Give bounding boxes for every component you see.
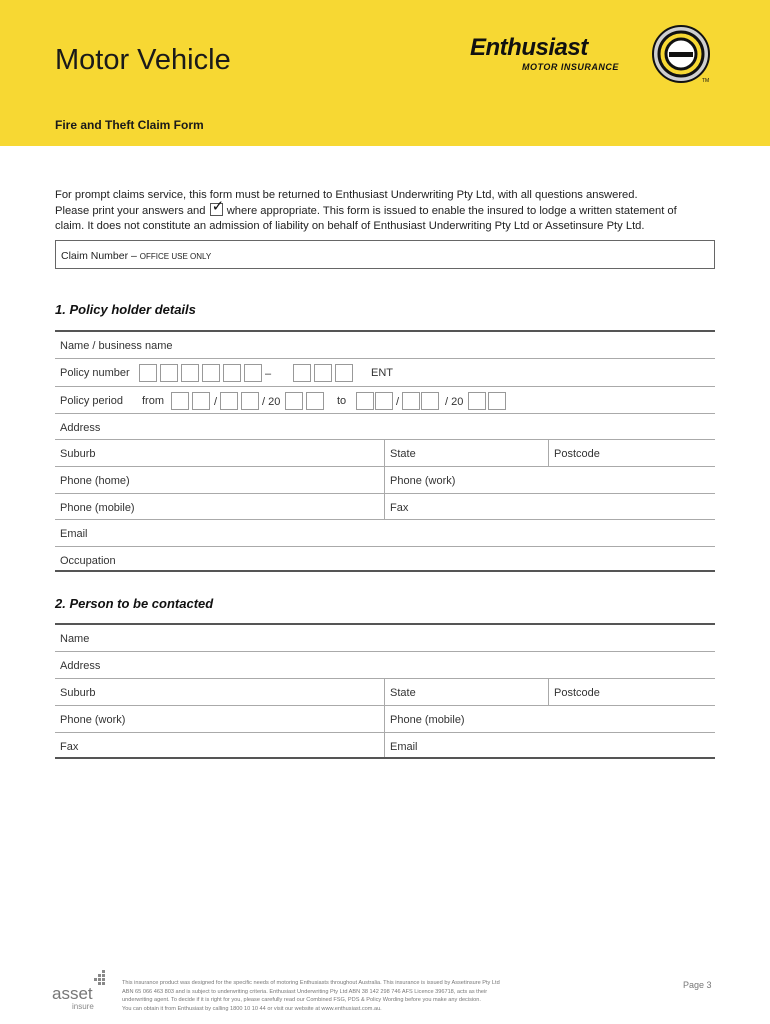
contact-name-row[interactable]: [55, 623, 715, 651]
intro-line-b2: where appropriate. This form is issued to enable the insured to lodge a written statement of: [226, 205, 677, 217]
from-day-box[interactable]: [171, 392, 189, 410]
contact-state-label[interactable]: State: [390, 687, 416, 699]
logo-dots-icon: [92, 970, 112, 986]
policy-number-box[interactable]: [314, 364, 332, 382]
from-day-box[interactable]: [192, 392, 210, 410]
claim-number-field[interactable]: [55, 240, 715, 269]
to-year-box[interactable]: [488, 392, 506, 410]
contact-fax-label[interactable]: Fax: [60, 741, 79, 753]
policy-number-box[interactable]: [160, 364, 178, 382]
policy-number-label: Policy number: [60, 367, 130, 379]
phone-home-label[interactable]: Phone (home): [60, 475, 130, 487]
occupation-label: Occupation: [60, 555, 116, 567]
footer-logo-name: asset: [52, 984, 93, 1003]
section-2-title: 2. Person to be contacted: [55, 596, 214, 611]
name-business-row[interactable]: [55, 330, 715, 358]
contact-address-label: Address: [60, 660, 101, 672]
contact-name-label: Name: [60, 633, 90, 645]
contact-address-row[interactable]: [55, 651, 715, 678]
date-slash-20: / 20: [445, 396, 464, 408]
contact-suburb-label[interactable]: Suburb: [60, 687, 96, 699]
logo-emblem-icon: [651, 24, 711, 84]
column-divider: [384, 440, 385, 466]
legal-line: ABN 65 066 463 803 and is subject to underwriting criteria. Enthusiast Underwriting Pty Ltd ABN 38 142 298 746 AFS Licence 396718, acts as their: [122, 988, 488, 995]
intro-line-a: For prompt claims service, this form must be returned to Enthusiast Underwriting Pty Ltd, with all questions answered.: [55, 189, 638, 201]
tick-box-icon: [210, 198, 225, 216]
policy-period-from: from: [142, 395, 164, 407]
contact-suburb-row: [55, 678, 715, 705]
page-number: Page 3: [683, 980, 712, 990]
date-slash-20: / 20: [262, 396, 281, 408]
column-divider: [548, 440, 549, 466]
policy-number-box[interactable]: [139, 364, 157, 382]
column-divider: [384, 494, 385, 519]
suburb-row: [55, 439, 715, 466]
form-subtitle: Fire and Theft Claim Form: [55, 118, 204, 132]
phone-mobile-row: [55, 493, 715, 519]
policy-period-label: Policy period: [60, 395, 123, 407]
legal-line: This insurance product was designed for the specific needs of motoring Enthusiasts throughout Australia. This insurance is issued by Assetinsure Pty Ltd: [122, 980, 500, 986]
enthusiast-logo: [470, 24, 720, 90]
policy-number-box[interactable]: [293, 364, 311, 382]
policy-number-box[interactable]: [223, 364, 241, 382]
from-year-box[interactable]: [285, 392, 303, 410]
column-divider: [548, 679, 549, 705]
section-1-title: 1. Policy holder details: [55, 302, 196, 317]
legal-line: You can obtain it from Enthusiast by calling 1800 10 10 44 or visit our website at www.enthusiast.com.au.: [122, 1005, 382, 1012]
intro-line-c: claim. It does not constitute an admission of liability on behalf of Enthusiast Underwriting Pty Ltd or Assetinsure Pty Ltd.: [55, 220, 645, 232]
logo-tagline: MOTOR INSURANCE: [522, 62, 619, 72]
occupation-row[interactable]: [55, 546, 715, 572]
header-band: [0, 0, 770, 146]
policy-number-box[interactable]: [181, 364, 199, 382]
fax-label[interactable]: Fax: [390, 502, 409, 514]
to-day-box[interactable]: [356, 392, 374, 410]
claim-number-label: [61, 250, 211, 262]
phone-mobile-label[interactable]: Phone (mobile): [60, 502, 135, 514]
policy-period-to: to: [337, 395, 347, 407]
logo-trademark: TM: [702, 78, 710, 84]
to-day-box[interactable]: [375, 392, 393, 410]
footer-logo-sub: insure: [72, 1002, 94, 1011]
logo-brand: Enthusiast: [470, 34, 588, 61]
state-label[interactable]: State: [390, 448, 416, 460]
contact-postcode-label[interactable]: Postcode: [554, 687, 600, 699]
intro-line-b1: Please print your answers and: [55, 205, 206, 217]
date-slash: /: [396, 396, 400, 408]
assetinsure-logo: [52, 968, 117, 1016]
to-year-box[interactable]: [468, 392, 486, 410]
email-label: Email: [60, 528, 88, 540]
policy-number-box[interactable]: [202, 364, 220, 382]
contact-phone-work-label[interactable]: Phone (work): [60, 714, 126, 726]
contact-email-label[interactable]: Email: [390, 741, 418, 753]
phone-work-label[interactable]: Phone (work): [390, 475, 456, 487]
intro-line-b: [55, 198, 720, 219]
tick-icon: ✓: [211, 198, 225, 215]
phone-home-row: [55, 466, 715, 493]
postcode-label[interactable]: Postcode: [554, 448, 600, 460]
address-row[interactable]: [55, 413, 715, 439]
policy-number-box[interactable]: [244, 364, 262, 382]
claim-number-text: Claim Number –: [61, 250, 137, 262]
address-label: Address: [60, 422, 101, 434]
column-divider: [384, 467, 385, 493]
to-month-box[interactable]: [421, 392, 439, 410]
policy-number-box[interactable]: [335, 364, 353, 382]
contact-phone-row: [55, 705, 715, 732]
policy-number-dash: –: [265, 368, 272, 380]
column-divider: [384, 679, 385, 705]
intro-text: [55, 188, 720, 234]
from-month-box[interactable]: [241, 392, 259, 410]
policy-number-row: [55, 358, 715, 386]
policy-period-row: [55, 386, 715, 413]
suburb-label[interactable]: Suburb: [60, 448, 96, 460]
from-month-box[interactable]: [220, 392, 238, 410]
contact-fax-row: [55, 732, 715, 759]
office-use-only: OFFICE USE ONLY: [139, 252, 212, 261]
contact-phone-mobile-label[interactable]: Phone (mobile): [390, 714, 465, 726]
ent-suffix: ENT: [371, 367, 393, 379]
page-title: Motor Vehicle: [55, 44, 231, 76]
column-divider: [384, 733, 385, 757]
legal-disclaimer: [122, 979, 627, 1013]
to-month-box[interactable]: [402, 392, 420, 410]
name-business-label: Name / business name: [60, 340, 173, 352]
date-slash: /: [214, 396, 218, 408]
from-year-box[interactable]: [306, 392, 324, 410]
email-row[interactable]: [55, 519, 715, 546]
column-divider: [384, 706, 385, 732]
legal-line: underwriting agent. To decide if it is right for you, please carefully read our Combined FSG, PDS & Policy Wording before you make any decision.: [122, 997, 481, 1004]
